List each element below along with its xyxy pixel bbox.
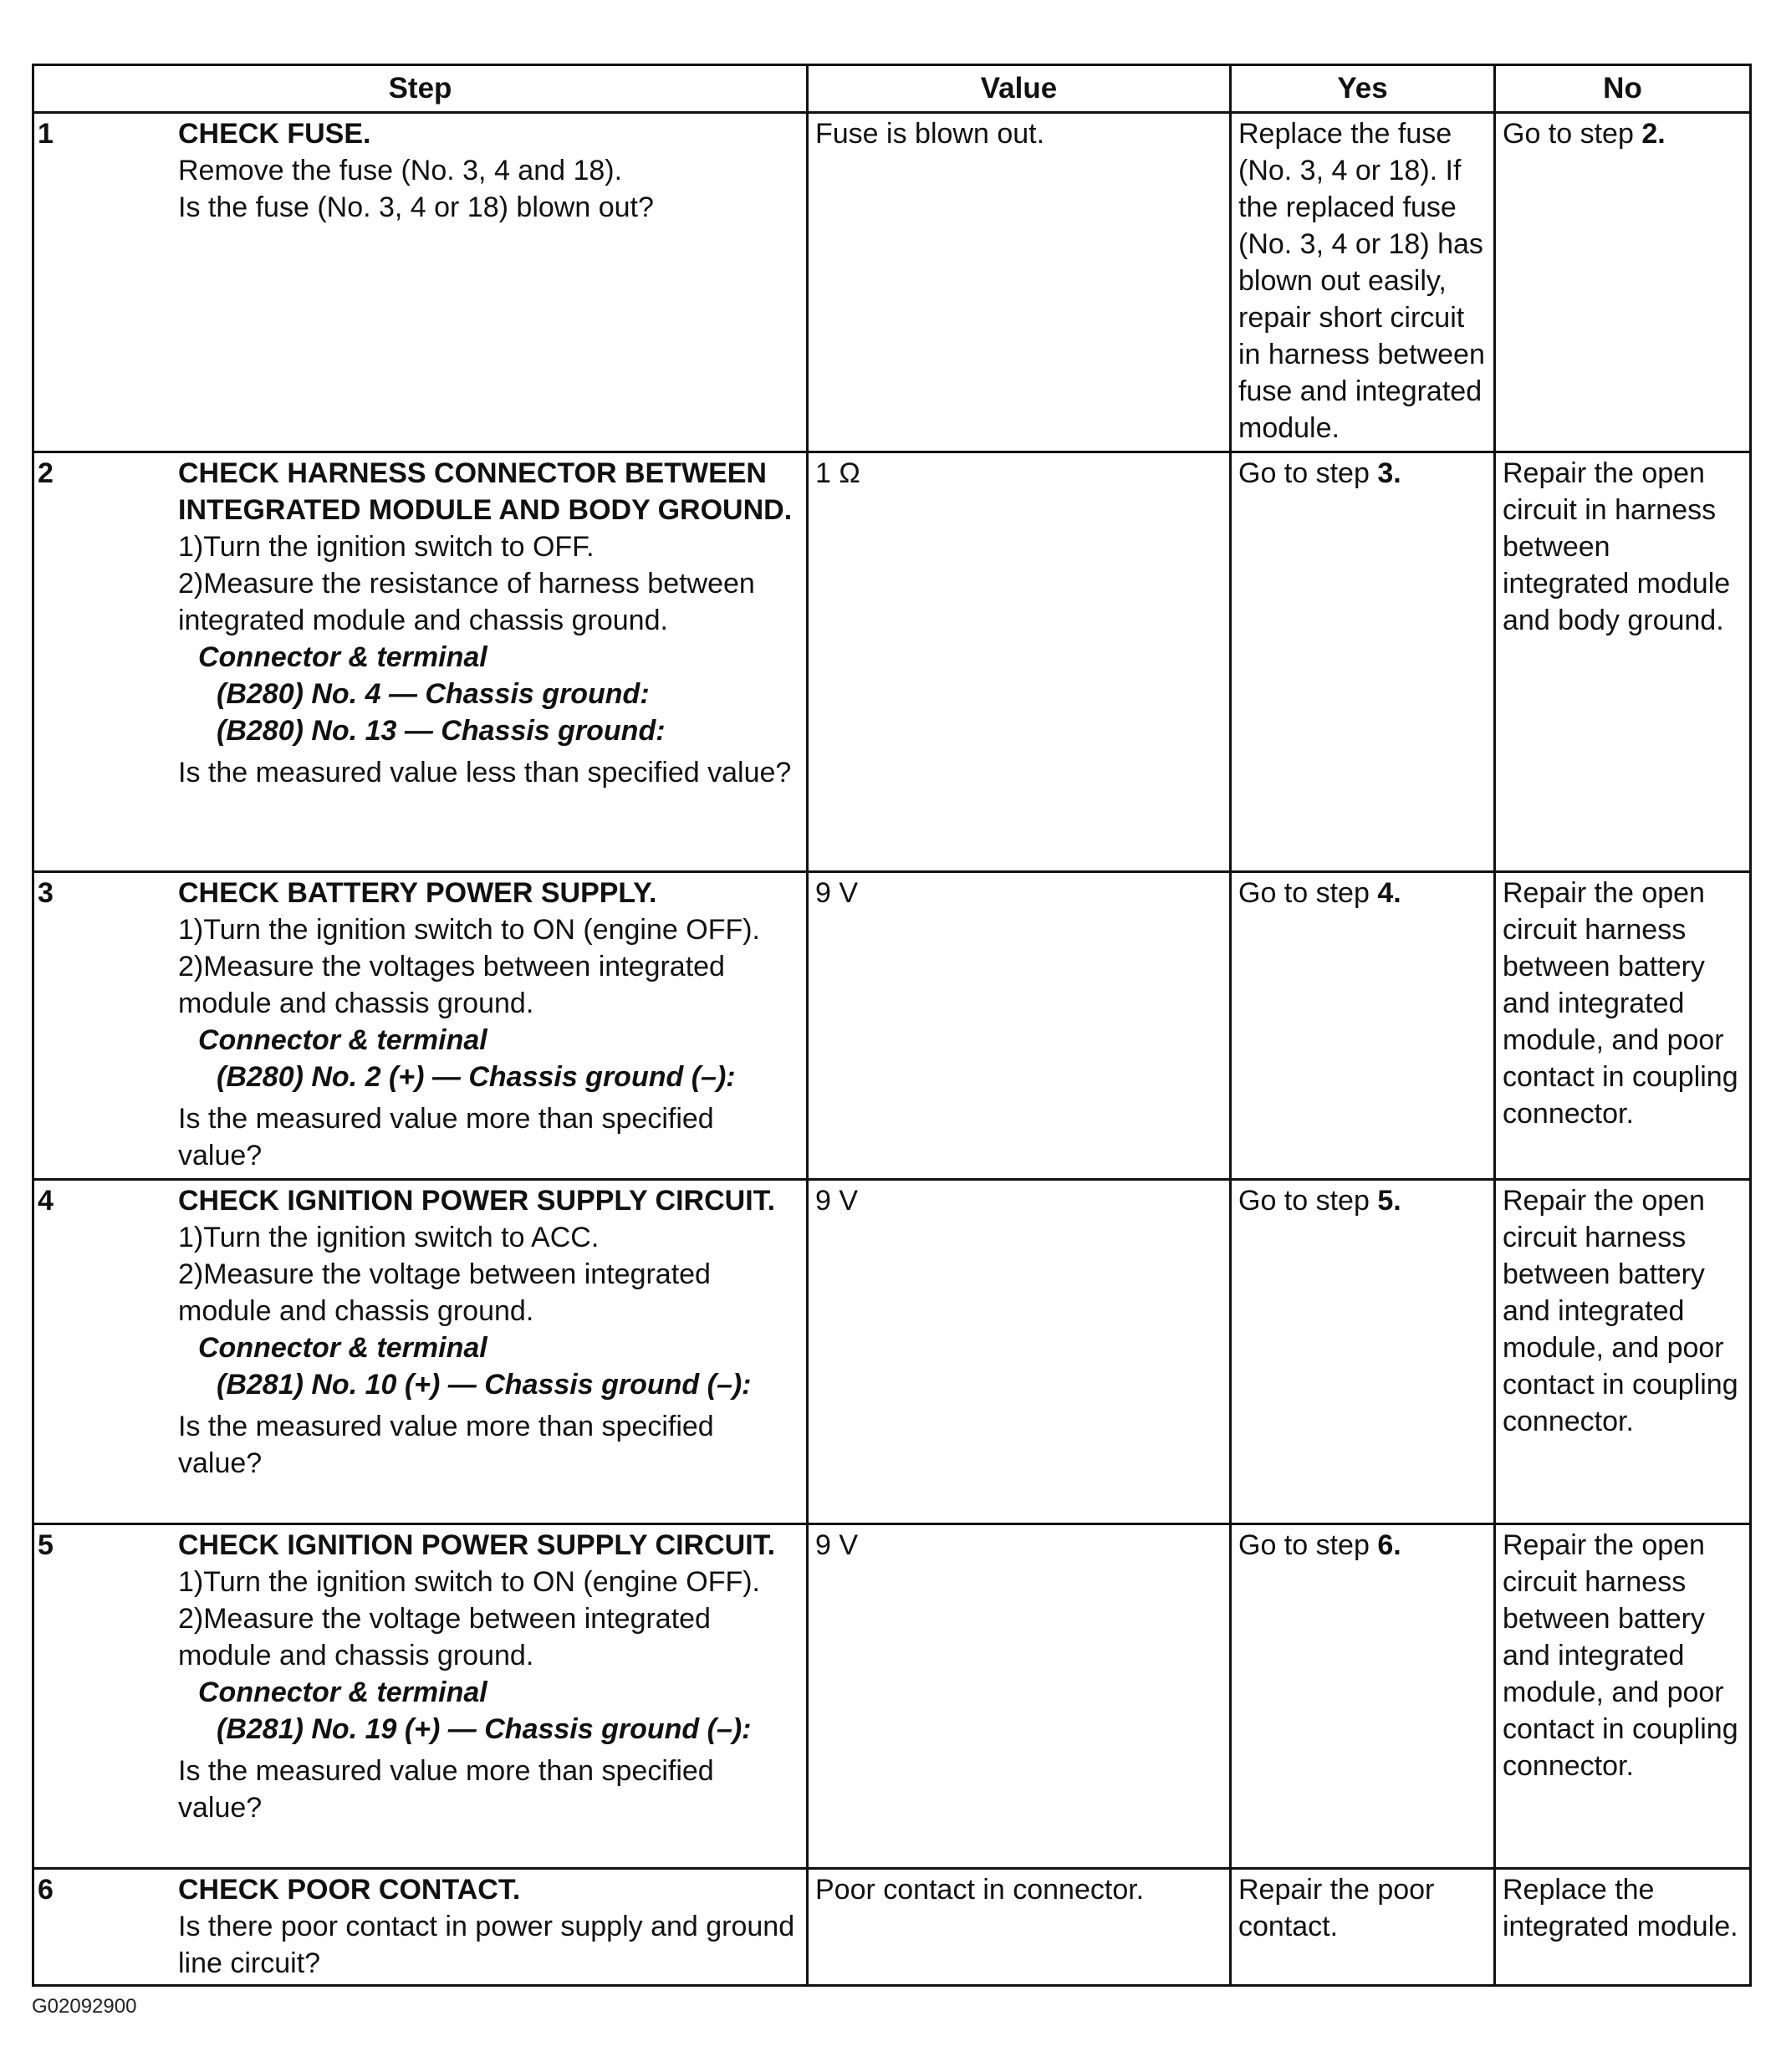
step-number: 1 xyxy=(38,118,54,150)
connector-heading: Connector & terminal xyxy=(198,1332,487,1364)
step-number: 4 xyxy=(38,1185,54,1217)
step-cell xyxy=(33,1524,808,1869)
no-cell: Repair the open circuit harness between battery and integrated module, and poor contact in coupling connector. xyxy=(1495,872,1751,1180)
no-cell: Repair the open circuit in harness between integrated module and body ground. xyxy=(1495,452,1751,872)
header-value: Value xyxy=(808,65,1231,113)
step-cell xyxy=(33,872,808,1180)
connector-heading: Connector & terminal xyxy=(198,1676,487,1708)
no-cell: Replace the integrated module. xyxy=(1495,1869,1751,1986)
connector-item: (B281) No. 19 (+) — Chassis ground (–): xyxy=(217,1713,752,1745)
header-yes: Yes xyxy=(1231,65,1495,113)
yes-step-ref: 5. xyxy=(1377,1185,1401,1217)
yes-cell xyxy=(1231,872,1495,1180)
value-cell: Fuse is blown out. xyxy=(808,113,1231,452)
step-instruction: 1)Turn the ignition switch to ON (engine OFF). xyxy=(178,914,761,946)
no-cell: Repair the open circuit harness between battery and integrated module, and poor contact in coupling connector. xyxy=(1495,1524,1751,1869)
no-text: Go to step xyxy=(1503,118,1642,150)
step-number: 6 xyxy=(38,1874,54,1906)
step-title: CHECK IGNITION POWER SUPPLY CIRCUIT. xyxy=(178,1529,776,1561)
step-number: 3 xyxy=(38,877,54,909)
step-cell xyxy=(33,113,808,452)
step-instruction: 2)Measure the voltage between integrated module and chassis ground. xyxy=(178,1258,711,1327)
step-cell xyxy=(33,1869,808,1986)
step-title: CHECK POOR CONTACT. xyxy=(178,1874,521,1906)
table-row xyxy=(33,872,1751,1180)
step-title: CHECK IGNITION POWER SUPPLY CIRCUIT. xyxy=(178,1185,776,1217)
yes-step-ref: 6. xyxy=(1377,1529,1401,1561)
step-title: CHECK HARNESS CONNECTOR BETWEEN INTEGRATED MODULE AND BODY GROUND. xyxy=(178,457,793,526)
no-step-ref: 2. xyxy=(1641,118,1666,150)
table-row xyxy=(33,113,1751,452)
step-title: CHECK BATTERY POWER SUPPLY. xyxy=(178,877,657,909)
step-question: Is the measured value less than specified value? xyxy=(178,757,792,788)
no-cell xyxy=(1495,113,1751,452)
value-cell: 9 V xyxy=(808,1524,1231,1869)
value-cell: Poor contact in connector. xyxy=(808,1869,1231,1986)
yes-text: Go to step xyxy=(1238,1529,1378,1561)
figure-id: G02092900 xyxy=(32,1995,137,2018)
step-question: Is the fuse (No. 3, 4 or 18) blown out? xyxy=(178,191,654,223)
value-cell: 9 V xyxy=(808,872,1231,1180)
header-step: Step xyxy=(33,65,808,113)
yes-step-ref: 4. xyxy=(1377,877,1401,909)
step-instruction: 1)Turn the ignition switch to ON (engine OFF). xyxy=(178,1566,761,1598)
table-header-row xyxy=(33,65,1751,113)
step-question: Is the measured value more than specified value? xyxy=(178,1755,714,1824)
table-row xyxy=(33,1180,1751,1524)
connector-item: (B280) No. 2 (+) — Chassis ground (–): xyxy=(217,1061,736,1093)
header-no: No xyxy=(1495,65,1751,113)
yes-cell xyxy=(1231,1524,1495,1869)
yes-text: Go to step xyxy=(1238,1185,1378,1217)
yes-cell xyxy=(1231,452,1495,872)
table-row xyxy=(33,452,1751,872)
diagnostic-table xyxy=(32,64,1752,1987)
step-instruction: Remove the fuse (No. 3, 4 and 18). xyxy=(178,155,623,186)
yes-cell xyxy=(1231,1180,1495,1524)
table-row xyxy=(33,1869,1751,1986)
yes-text: Go to step xyxy=(1238,457,1378,489)
connector-item: (B281) No. 10 (+) — Chassis ground (–): xyxy=(217,1369,752,1401)
step-instruction: 2)Measure the voltages between integrated module and chassis ground. xyxy=(178,951,725,1019)
step-cell xyxy=(33,452,808,872)
step-question: Is there poor contact in power supply and ground line circuit? xyxy=(178,1911,795,1979)
table-row xyxy=(33,1524,1751,1869)
yes-step-ref: 3. xyxy=(1377,457,1401,489)
step-instruction: 2)Measure the resistance of harness between integrated module and chassis ground. xyxy=(178,568,755,636)
value-cell: 1 Ω xyxy=(808,452,1231,872)
value-cell: 9 V xyxy=(808,1180,1231,1524)
step-number: 5 xyxy=(38,1529,54,1561)
connector-heading: Connector & terminal xyxy=(198,1024,487,1056)
step-instruction: 1)Turn the ignition switch to ACC. xyxy=(178,1222,600,1253)
no-cell: Repair the open circuit harness between battery and integrated module, and poor contact in coupling connector. xyxy=(1495,1180,1751,1524)
connector-heading: Connector & terminal xyxy=(198,641,487,673)
step-question: Is the measured value more than specified value? xyxy=(178,1411,714,1479)
step-question: Is the measured value more than specified value? xyxy=(178,1103,714,1171)
step-cell xyxy=(33,1180,808,1524)
step-number: 2 xyxy=(38,457,54,489)
yes-cell: Repair the poor contact. xyxy=(1231,1869,1495,1986)
yes-text: Go to step xyxy=(1238,877,1378,909)
step-instruction: 1)Turn the ignition switch to OFF. xyxy=(178,531,595,563)
step-title: CHECK FUSE. xyxy=(178,118,371,150)
step-instruction: 2)Measure the voltage between integrated module and chassis ground. xyxy=(178,1603,711,1671)
yes-cell: Replace the fuse (No. 3, 4 or 18). If the replaced fuse (No. 3, 4 or 18) has blown out easily, repair short circuit in harness between fuse and integrated module. xyxy=(1231,113,1495,452)
connector-item: (B280) No. 13 — Chassis ground: xyxy=(217,715,666,747)
connector-item: (B280) No. 4 — Chassis ground: xyxy=(217,678,650,710)
